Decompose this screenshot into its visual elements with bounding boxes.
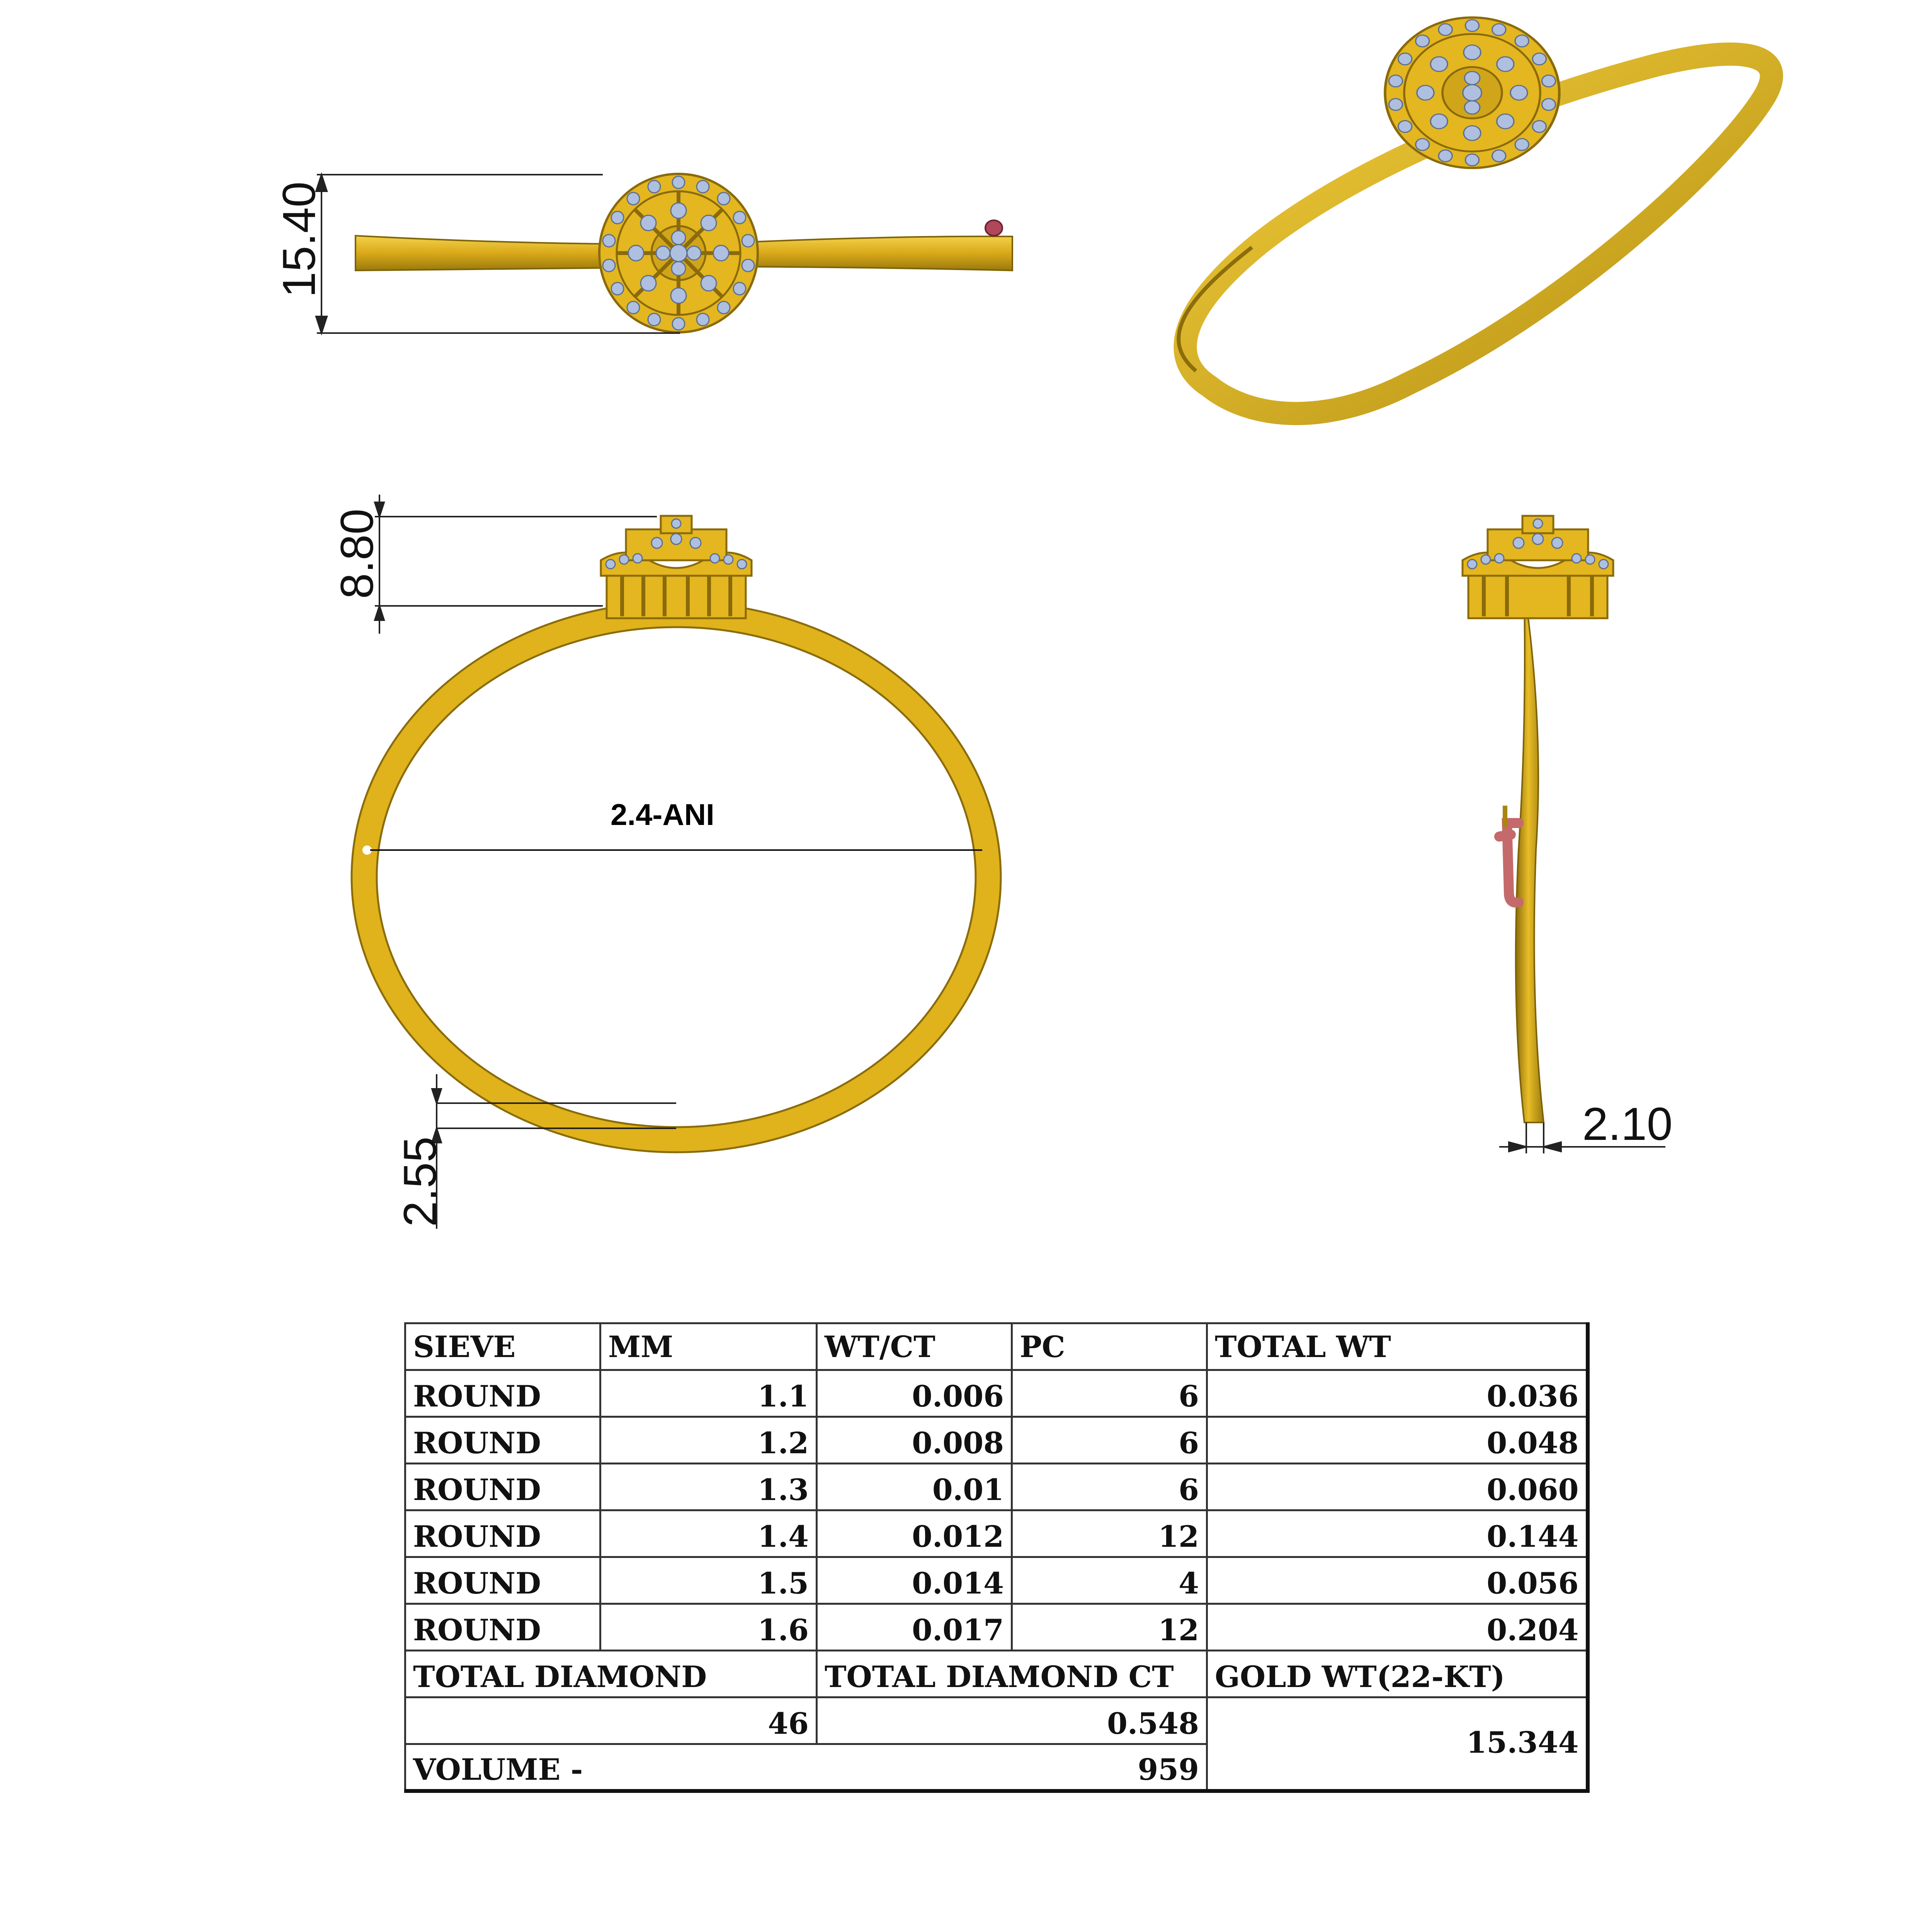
cell-sieve: ROUND bbox=[405, 1370, 600, 1417]
bangle-oval bbox=[364, 614, 988, 1140]
cell-wt-ct: 0.01 bbox=[817, 1464, 1012, 1510]
cell-wt-ct: 0.017 bbox=[817, 1604, 1012, 1651]
cell-pc: 6 bbox=[1012, 1417, 1207, 1464]
dim-band-width: 2.10 bbox=[1582, 1098, 1673, 1150]
side-view bbox=[1463, 516, 1673, 1153]
cell-wt-ct: 0.006 bbox=[817, 1370, 1012, 1417]
table-row bbox=[405, 1557, 1588, 1604]
header-mm: MM bbox=[600, 1323, 817, 1370]
cell-mm: 1.5 bbox=[600, 1557, 817, 1604]
header-wt-ct: WT/CT bbox=[817, 1323, 1012, 1370]
cell-total-wt: 0.204 bbox=[1207, 1604, 1588, 1651]
total-diamond-label: TOTAL DIAMOND bbox=[405, 1651, 817, 1697]
cell-mm: 1.6 bbox=[600, 1604, 817, 1651]
cell-sieve: ROUND bbox=[405, 1510, 600, 1557]
cell-total-wt: 0.036 bbox=[1207, 1370, 1588, 1417]
flower-head-top bbox=[599, 174, 758, 332]
dim-top-height: 15.40 bbox=[273, 181, 325, 298]
cell-wt-ct: 0.014 bbox=[817, 1557, 1012, 1604]
cell-pc: 6 bbox=[1012, 1370, 1207, 1417]
head-side-right bbox=[1463, 516, 1613, 618]
cell-sieve: ROUND bbox=[405, 1604, 600, 1651]
volume-value: 959 bbox=[817, 1744, 1207, 1791]
perspective-view bbox=[1179, 17, 1771, 413]
cell-mm: 1.3 bbox=[600, 1464, 817, 1510]
cell-pc: 4 bbox=[1012, 1557, 1207, 1604]
total-diamond-ct-label: TOTAL DIAMOND CT bbox=[817, 1651, 1207, 1697]
side-clasp bbox=[1499, 823, 1519, 903]
cell-pc: 12 bbox=[1012, 1510, 1207, 1557]
cell-wt-ct: 0.012 bbox=[817, 1510, 1012, 1557]
inner-size-label: 2.4-ANI bbox=[611, 798, 714, 832]
table-row bbox=[405, 1464, 1588, 1510]
head-side-front bbox=[601, 516, 752, 618]
cell-sieve: ROUND bbox=[405, 1464, 600, 1510]
dim-head-height: 8.80 bbox=[331, 509, 383, 599]
flower-head-perspective bbox=[1385, 17, 1560, 168]
bangle-side bbox=[1516, 603, 1544, 1122]
cell-total-wt: 0.056 bbox=[1207, 1557, 1588, 1604]
cell-mm: 1.4 bbox=[600, 1510, 817, 1557]
table-row bbox=[405, 1417, 1588, 1464]
front-view bbox=[331, 495, 1001, 1229]
cell-mm: 1.1 bbox=[600, 1370, 817, 1417]
totals-value-row bbox=[405, 1697, 1588, 1744]
cell-mm: 1.2 bbox=[600, 1417, 817, 1464]
totals-label-row bbox=[405, 1651, 1588, 1697]
gold-wt-label: GOLD WT(22-KT) bbox=[1207, 1651, 1588, 1697]
gold-wt-value: 15.344 bbox=[1207, 1697, 1588, 1791]
total-diamond-ct-value: 0.548 bbox=[817, 1697, 1207, 1744]
cell-pc: 6 bbox=[1012, 1464, 1207, 1510]
table-row bbox=[405, 1370, 1588, 1417]
header-sieve: SIEVE bbox=[405, 1323, 600, 1370]
cell-sieve: ROUND bbox=[405, 1557, 600, 1604]
clasp-knob bbox=[985, 220, 1002, 236]
header-total-wt: TOTAL WT bbox=[1207, 1323, 1588, 1370]
dim-band-thickness: 2.55 bbox=[394, 1136, 446, 1227]
cell-pc: 12 bbox=[1012, 1604, 1207, 1651]
table-row bbox=[405, 1510, 1588, 1557]
table-row bbox=[405, 1604, 1588, 1651]
cell-wt-ct: 0.008 bbox=[817, 1417, 1012, 1464]
header-pc: PC bbox=[1012, 1323, 1207, 1370]
diamond-spec-table bbox=[404, 1322, 1590, 1793]
cell-total-wt: 0.060 bbox=[1207, 1464, 1588, 1510]
table-header-row bbox=[405, 1323, 1588, 1370]
total-diamond-value: 46 bbox=[405, 1697, 817, 1744]
volume-label: VOLUME - bbox=[405, 1744, 817, 1791]
top-view bbox=[273, 174, 1012, 333]
cell-sieve: ROUND bbox=[405, 1417, 600, 1464]
cell-total-wt: 0.144 bbox=[1207, 1510, 1588, 1557]
cell-total-wt: 0.048 bbox=[1207, 1417, 1588, 1464]
